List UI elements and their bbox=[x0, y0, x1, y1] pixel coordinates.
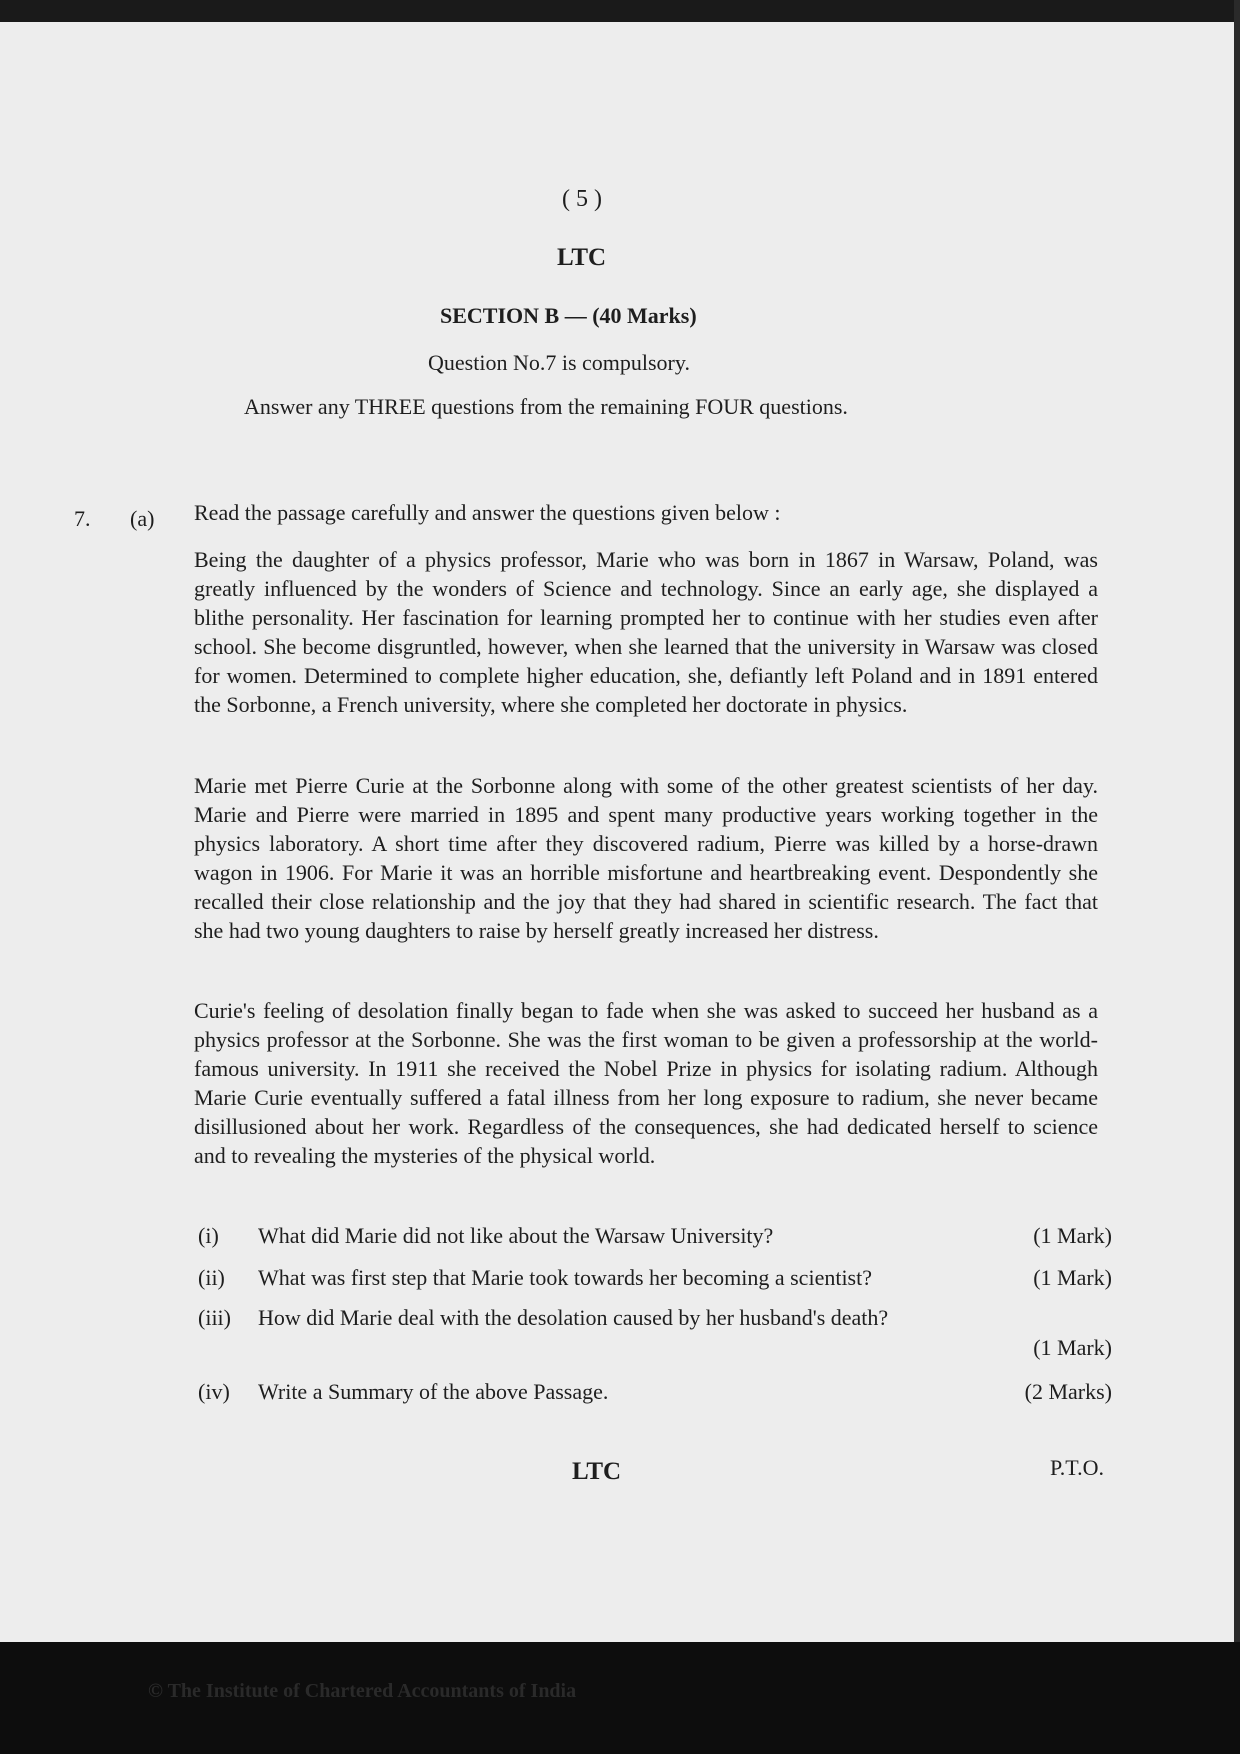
subquestion-marks: (1 Mark) bbox=[1033, 1265, 1112, 1290]
subquestion-ii bbox=[198, 1264, 1112, 1294]
subquestion-text: What did Marie did not like about the Warsaw University? bbox=[258, 1223, 774, 1248]
scan-right-border bbox=[1234, 0, 1240, 1754]
passage-paragraph-1: Being the daughter of a physics professor, Marie who was born in 1867 in Warsaw, Poland, was greatly influenced by the wonders of Science and technology. Since an early age, she displayed a blithe personality. Her fascination for learning prompted her to continue with her studies even after school. She become disgruntled, however, when she learned that the university in Warsaw was closed for women. Determined to complete higher education, she, defiantly left Poland and in 1891 entered the Sorbonne, a French university, where she completed her doctorate in physics. bbox=[194, 547, 1098, 717]
watermark-text: © The Institute of Chartered Accountants of India bbox=[148, 1680, 577, 1702]
passage-paragraph-3: Curie's feeling of desolation finally began to fade when she was asked to succeed her husband as a physics professor at the Sorbonne. She was the first woman to be given a professorship at the world-famous university. In 1911 she received the Nobel Prize in physics for isolating radium. Although Marie Curie eventually suffered a fatal illness from her long exposure to radium, she never became disillusioned about her work. Regardless of the consequences, she had dedicated herself to science and to revealing the mysteries of the physical world. bbox=[194, 998, 1098, 1168]
subquestion-text: What was first step that Marie took towards her becoming a scientist? bbox=[258, 1265, 872, 1290]
section-title: SECTION B — (40 Marks) bbox=[440, 303, 697, 328]
subquestion-number: (iv) bbox=[198, 1379, 230, 1404]
question-number: 7. bbox=[74, 506, 91, 531]
pto-label: P.T.O. bbox=[1050, 1455, 1104, 1480]
subquestion-number: (ii) bbox=[198, 1265, 225, 1290]
question-prompt: Read the passage carefully and answer the questions given below : bbox=[194, 500, 781, 525]
subquestion-iii bbox=[198, 1304, 1112, 1364]
subquestion-i bbox=[198, 1222, 1112, 1252]
subquestion-marks: (1 Mark) bbox=[1033, 1335, 1112, 1360]
paper-code-header: LTC bbox=[557, 244, 607, 271]
subquestion-iv bbox=[198, 1378, 1112, 1408]
subquestion-text: How did Marie deal with the desolation caused by her husband's death? bbox=[258, 1305, 889, 1330]
subquestion-marks: (2 Marks) bbox=[1024, 1379, 1112, 1404]
page-number: ( 5 ) bbox=[562, 186, 602, 212]
instruction-answer: Answer any THREE questions from the remaining FOUR questions. bbox=[244, 394, 848, 419]
question-part: (a) bbox=[130, 506, 155, 531]
scan-top-border bbox=[0, 0, 1240, 22]
subquestion-number: (i) bbox=[198, 1223, 219, 1248]
subquestion-number: (iii) bbox=[198, 1305, 231, 1330]
instruction-compulsory: Question No.7 is compulsory. bbox=[428, 350, 690, 375]
paper-code-footer: LTC bbox=[572, 1458, 622, 1485]
subquestion-text: Write a Summary of the above Passage. bbox=[258, 1379, 609, 1404]
passage-paragraph-2: Marie met Pierre Curie at the Sorbonne along with some of the other greatest scientists of her day. Marie and Pierre were married in 1895 and spent many productive years working together in the physics laboratory. A short time after they discovered radium, Pierre was killed by a horse-drawn wagon in 1906. For Marie it was an horrible misfortune and heartbreaking event. Despondently she recalled their close relationship and the joy that they had shared in scientific research. The fact that she had two young daughters to raise by herself greatly increased her distress. bbox=[194, 773, 1098, 943]
subquestion-marks: (1 Mark) bbox=[1033, 1223, 1112, 1248]
